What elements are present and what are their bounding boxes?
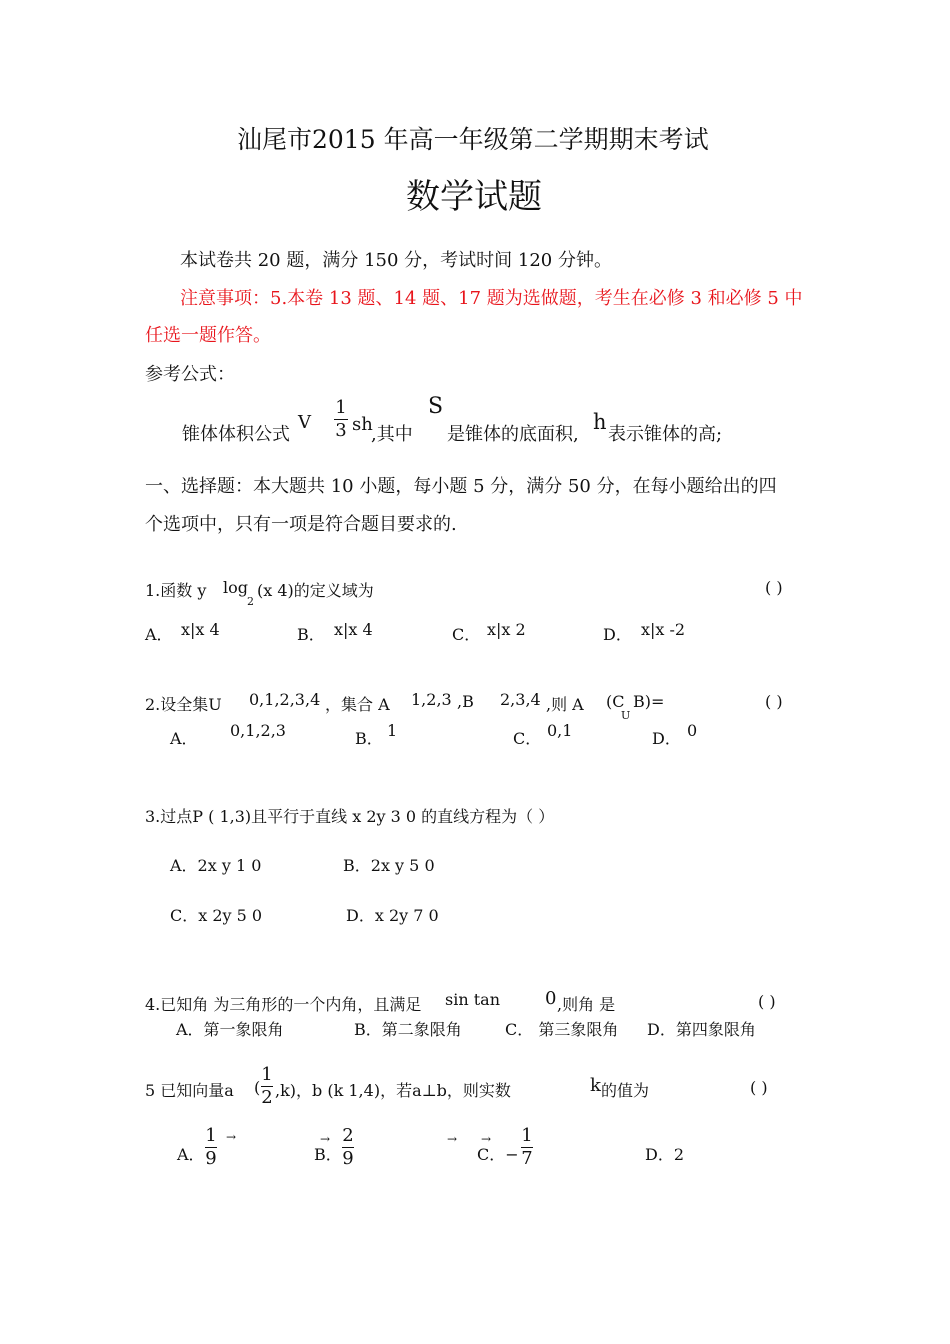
q5-answer-paren: ( ) [750,1078,768,1097]
formula-tail: 表示锥体的高; [608,424,723,445]
q5-a-num: 1 [205,1125,217,1146]
q2-stem-a: 2.设全集U [145,695,222,714]
q2-option-d: 0 [687,721,698,740]
q1-stem-log: log [223,578,248,597]
section1-line-2: 个选项中，只有一项是符合题目要求的. [145,514,457,535]
q5-stem-c: ,k)，b (k 1,4)，若a⊥b，则实数 [275,1081,511,1100]
q5-option-a-fraction [205,1127,217,1168]
formula-h: h [593,410,607,434]
formula-v: V [298,412,311,433]
q2-stem-d: 1,2,3 [411,690,452,709]
subject-title: 数学试题 [406,177,542,217]
q2-option-d-label: D． [652,729,681,748]
section1-line-1: 一、选择题：本大题共 10 小题，每小题 5 分，满分 50 分，在每小题给出的四 [145,476,777,497]
q2-option-a: 0,1,2,3 [230,721,286,740]
notice-line-1: 注意事项：5.本卷 13 题、14 题、17 题为选做题，考生在必修 3 和必修 5 中 [180,288,803,309]
q5-frac-num: 1 [261,1064,273,1085]
q1-option-a: x|x 4 [181,620,220,639]
q2-answer-paren: ( ) [765,692,783,711]
vector-arrow-icon: → [226,1130,237,1144]
formula-base: 是锥体的底面积, [447,424,579,445]
q5-option-c-label: C．− [477,1145,519,1164]
q2-stem-g: ,则 A [546,695,584,714]
q4-option-d: D．第四象限角 [647,1020,756,1039]
formula-prefix: 锥体体积公式 [182,424,290,445]
q2-option-b: 1 [387,721,398,740]
q3-stem: 3.过点P ( 1,3)且平行于直线 x 2y 3 0 的直线方程为（ ） [145,807,555,826]
q2-option-c: 0,1 [547,721,573,740]
q5-stem-fraction [261,1066,273,1107]
formula-where: ,其中 [371,424,413,445]
q3-option-c: C．x 2y 5 0 [170,906,263,925]
q3-option-d: D．x 2y 7 0 [346,906,439,925]
q4-option-b: B．第二象限角 [354,1020,462,1039]
q1-option-a-label: A． [145,625,173,644]
q2-stem-h: (C [606,692,625,711]
formula-sh: sh [352,414,373,435]
q2-option-a-label: A． [170,729,198,748]
q1-stem-sub: 2 [247,595,254,608]
q3-option-b: B．2x y 5 0 [343,856,435,875]
formula-fraction [334,399,348,440]
q2-stem-c: ，集合 A [325,695,390,714]
q4-stem-a: 4.已知角 为三角形的一个内角，且满足 [145,995,422,1014]
q2-option-b-label: B． [355,729,383,748]
q4-answer-paren: ( ) [758,992,776,1011]
formula-label: 参考公式： [145,364,235,385]
notice-line-2: 任选一题作答。 [145,325,271,346]
q4-stem-d: ,则角 是 [557,995,616,1014]
q1-answer-paren: ( ) [765,578,783,597]
q2-stem-b: 0,1,2,3,4 [249,690,321,709]
q2-option-c-label: C． [513,729,542,748]
q2-stem-e: ,B [457,692,474,711]
q3-option-a: A．2x y 1 0 [170,856,262,875]
q5-b-num: 2 [342,1125,354,1146]
q5-option-b-label: B． [314,1145,342,1164]
q5-c-num: 1 [521,1125,533,1146]
q4-option-a: A．第一象限角 [176,1020,284,1039]
q5-option-b-fraction [342,1127,354,1168]
q5-stem-b: ( [254,1078,261,1097]
vector-arrow-icon: → [481,1132,492,1146]
q2-stem-f: 2,3,4 [500,690,541,709]
q1-option-d-label: D． [603,625,632,644]
q1-option-b-label: B． [297,625,325,644]
q2-stem-sub: U [621,709,631,722]
q1-option-b: x|x 4 [334,620,373,639]
q5-option-a-label: A． [177,1145,205,1164]
q4-option-c: C． 第三象限角 [505,1020,619,1039]
q1-stem-b: (x 4)的定义域为 [257,581,374,600]
exam-title: 汕尾市2015 年高一年级第二学期期末考试 [237,125,709,154]
q5-stem-d: 的值为 [601,1081,650,1100]
formula-frac-num: 1 [335,397,347,418]
q5-option-c-fraction [521,1127,533,1168]
q5-a-den: 9 [205,1148,217,1169]
q5-option-d: D．2 [645,1145,685,1164]
q2-stem-i: B)= [633,692,665,711]
q5-stem-a: 5 已知向量a [145,1081,234,1100]
q5-c-den: 7 [521,1148,533,1169]
q5-b-den: 9 [342,1148,354,1169]
q4-stem-b: sin tan [445,990,500,1009]
formula-s: S [428,394,444,419]
vector-arrow-icon: → [447,1132,458,1146]
q1-stem-a: 1.函数 y [145,581,207,600]
intro-text: 本试卷共 20 题，满分 150 分，考试时间 120 分钟。 [180,250,612,271]
vector-arrow-icon: → [320,1132,331,1146]
formula-frac-den: 3 [335,420,347,441]
q1-option-c-label: C． [452,625,481,644]
q1-option-c: x|x 2 [487,620,526,639]
q5-frac-den: 2 [261,1087,273,1108]
q1-option-d: x|x -2 [641,620,686,639]
q5-stem-k: k [590,1075,601,1096]
q4-stem-c: 0 [545,988,557,1009]
